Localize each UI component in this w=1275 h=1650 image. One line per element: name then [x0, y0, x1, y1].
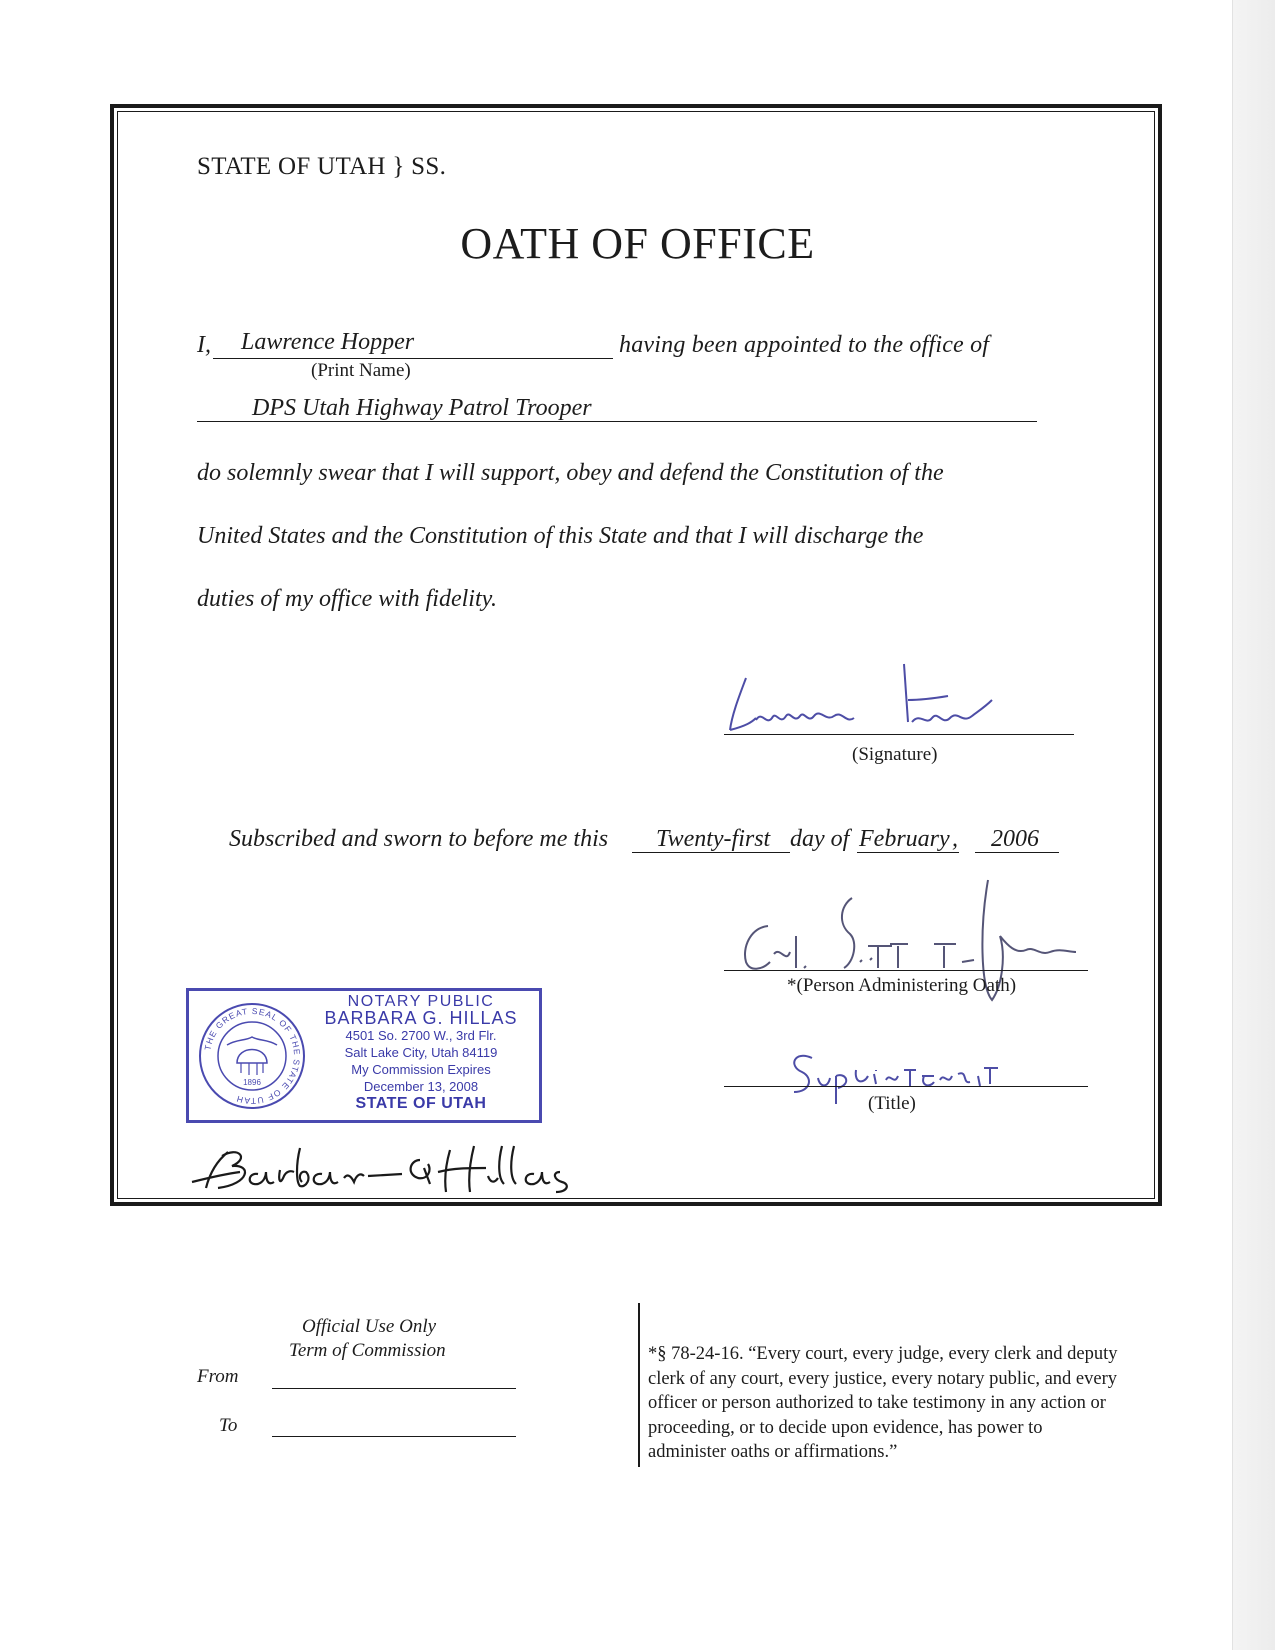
oath-paragraph-line-2: United States and the Constitution of this State and that I will discharge the — [197, 523, 924, 549]
notary-line-2: BARBARA G. HILLAS — [324, 1008, 518, 1028]
section-divider — [638, 1303, 640, 1467]
oath-prefix: I, — [197, 332, 211, 358]
notary-line-4: Salt Lake City, Utah 84119 — [344, 1045, 498, 1060]
sworn-month: February — [859, 826, 950, 852]
to-label: To — [219, 1415, 238, 1436]
notary-line-1: NOTARY PUBLIC — [347, 993, 495, 1010]
officer-signature — [722, 660, 1012, 736]
administrator-caption: *(Person Administering Oath) — [787, 975, 1017, 996]
printed-name-line — [213, 358, 613, 359]
state-line: STATE OF UTAH } SS. — [197, 153, 447, 180]
appointed-text: having been appointed to the office of — [619, 332, 990, 358]
print-name-caption: (Print Name) — [311, 360, 411, 381]
office-title: DPS Utah Highway Patrol Trooper — [252, 395, 592, 421]
printed-name: Lawrence Hopper — [241, 329, 415, 355]
document-title: OATH OF OFFICE — [460, 219, 815, 268]
title-caption: (Title) — [868, 1093, 916, 1114]
notary-signature — [188, 1138, 608, 1200]
office-line — [197, 421, 1037, 422]
sworn-prefix: Subscribed and sworn to before me this — [229, 826, 609, 852]
notary-line-7: STATE OF UTAH — [355, 1095, 487, 1112]
from-label: From — [197, 1366, 239, 1387]
administrator-line — [724, 970, 1088, 971]
signature-line — [724, 734, 1074, 735]
title-line — [724, 1086, 1088, 1087]
notary-line-5: My Commission Expires — [351, 1062, 491, 1077]
official-use-heading: Official Use Only — [302, 1316, 437, 1337]
svg-text:1896: 1896 — [243, 1078, 261, 1087]
sworn-comma: , — [952, 826, 958, 852]
oath-paragraph-line-3: duties of my office with fidelity. — [197, 586, 497, 612]
svg-text:THE GREAT SEAL OF THE STATE OF: THE GREAT SEAL OF THE STATE OF UTAH — [202, 1005, 303, 1107]
from-field-line[interactable] — [272, 1388, 516, 1389]
to-field-line[interactable] — [272, 1436, 516, 1437]
term-of-commission-heading: Term of Commission — [289, 1340, 446, 1361]
notary-line-3: 4501 So. 2700 W., 3rd Flr. — [345, 1028, 497, 1043]
sworn-day: Twenty-first — [656, 826, 771, 852]
signature-caption: (Signature) — [852, 744, 938, 765]
notary-stamp-text — [307, 993, 535, 1112]
oath-paragraph-line-1: do solemnly swear that I will support, obey and defend the Constitution of the — [197, 460, 944, 486]
sworn-year: 2006 — [991, 826, 1039, 852]
sworn-day-of: day of — [790, 826, 850, 852]
state-seal-icon — [197, 1001, 307, 1111]
notary-stamp — [186, 988, 542, 1123]
statute-text: *§ 78-24-16. “Every court, every judge, every clerk and deputy clerk of any court, every justice, every notary public, and every officer or person authorized to take testimony in any action or proceeding, or to decide upon evidence, has power to administer oaths or affirmations.” — [648, 1344, 1118, 1462]
notary-line-6: December 13, 2008 — [363, 1079, 479, 1094]
